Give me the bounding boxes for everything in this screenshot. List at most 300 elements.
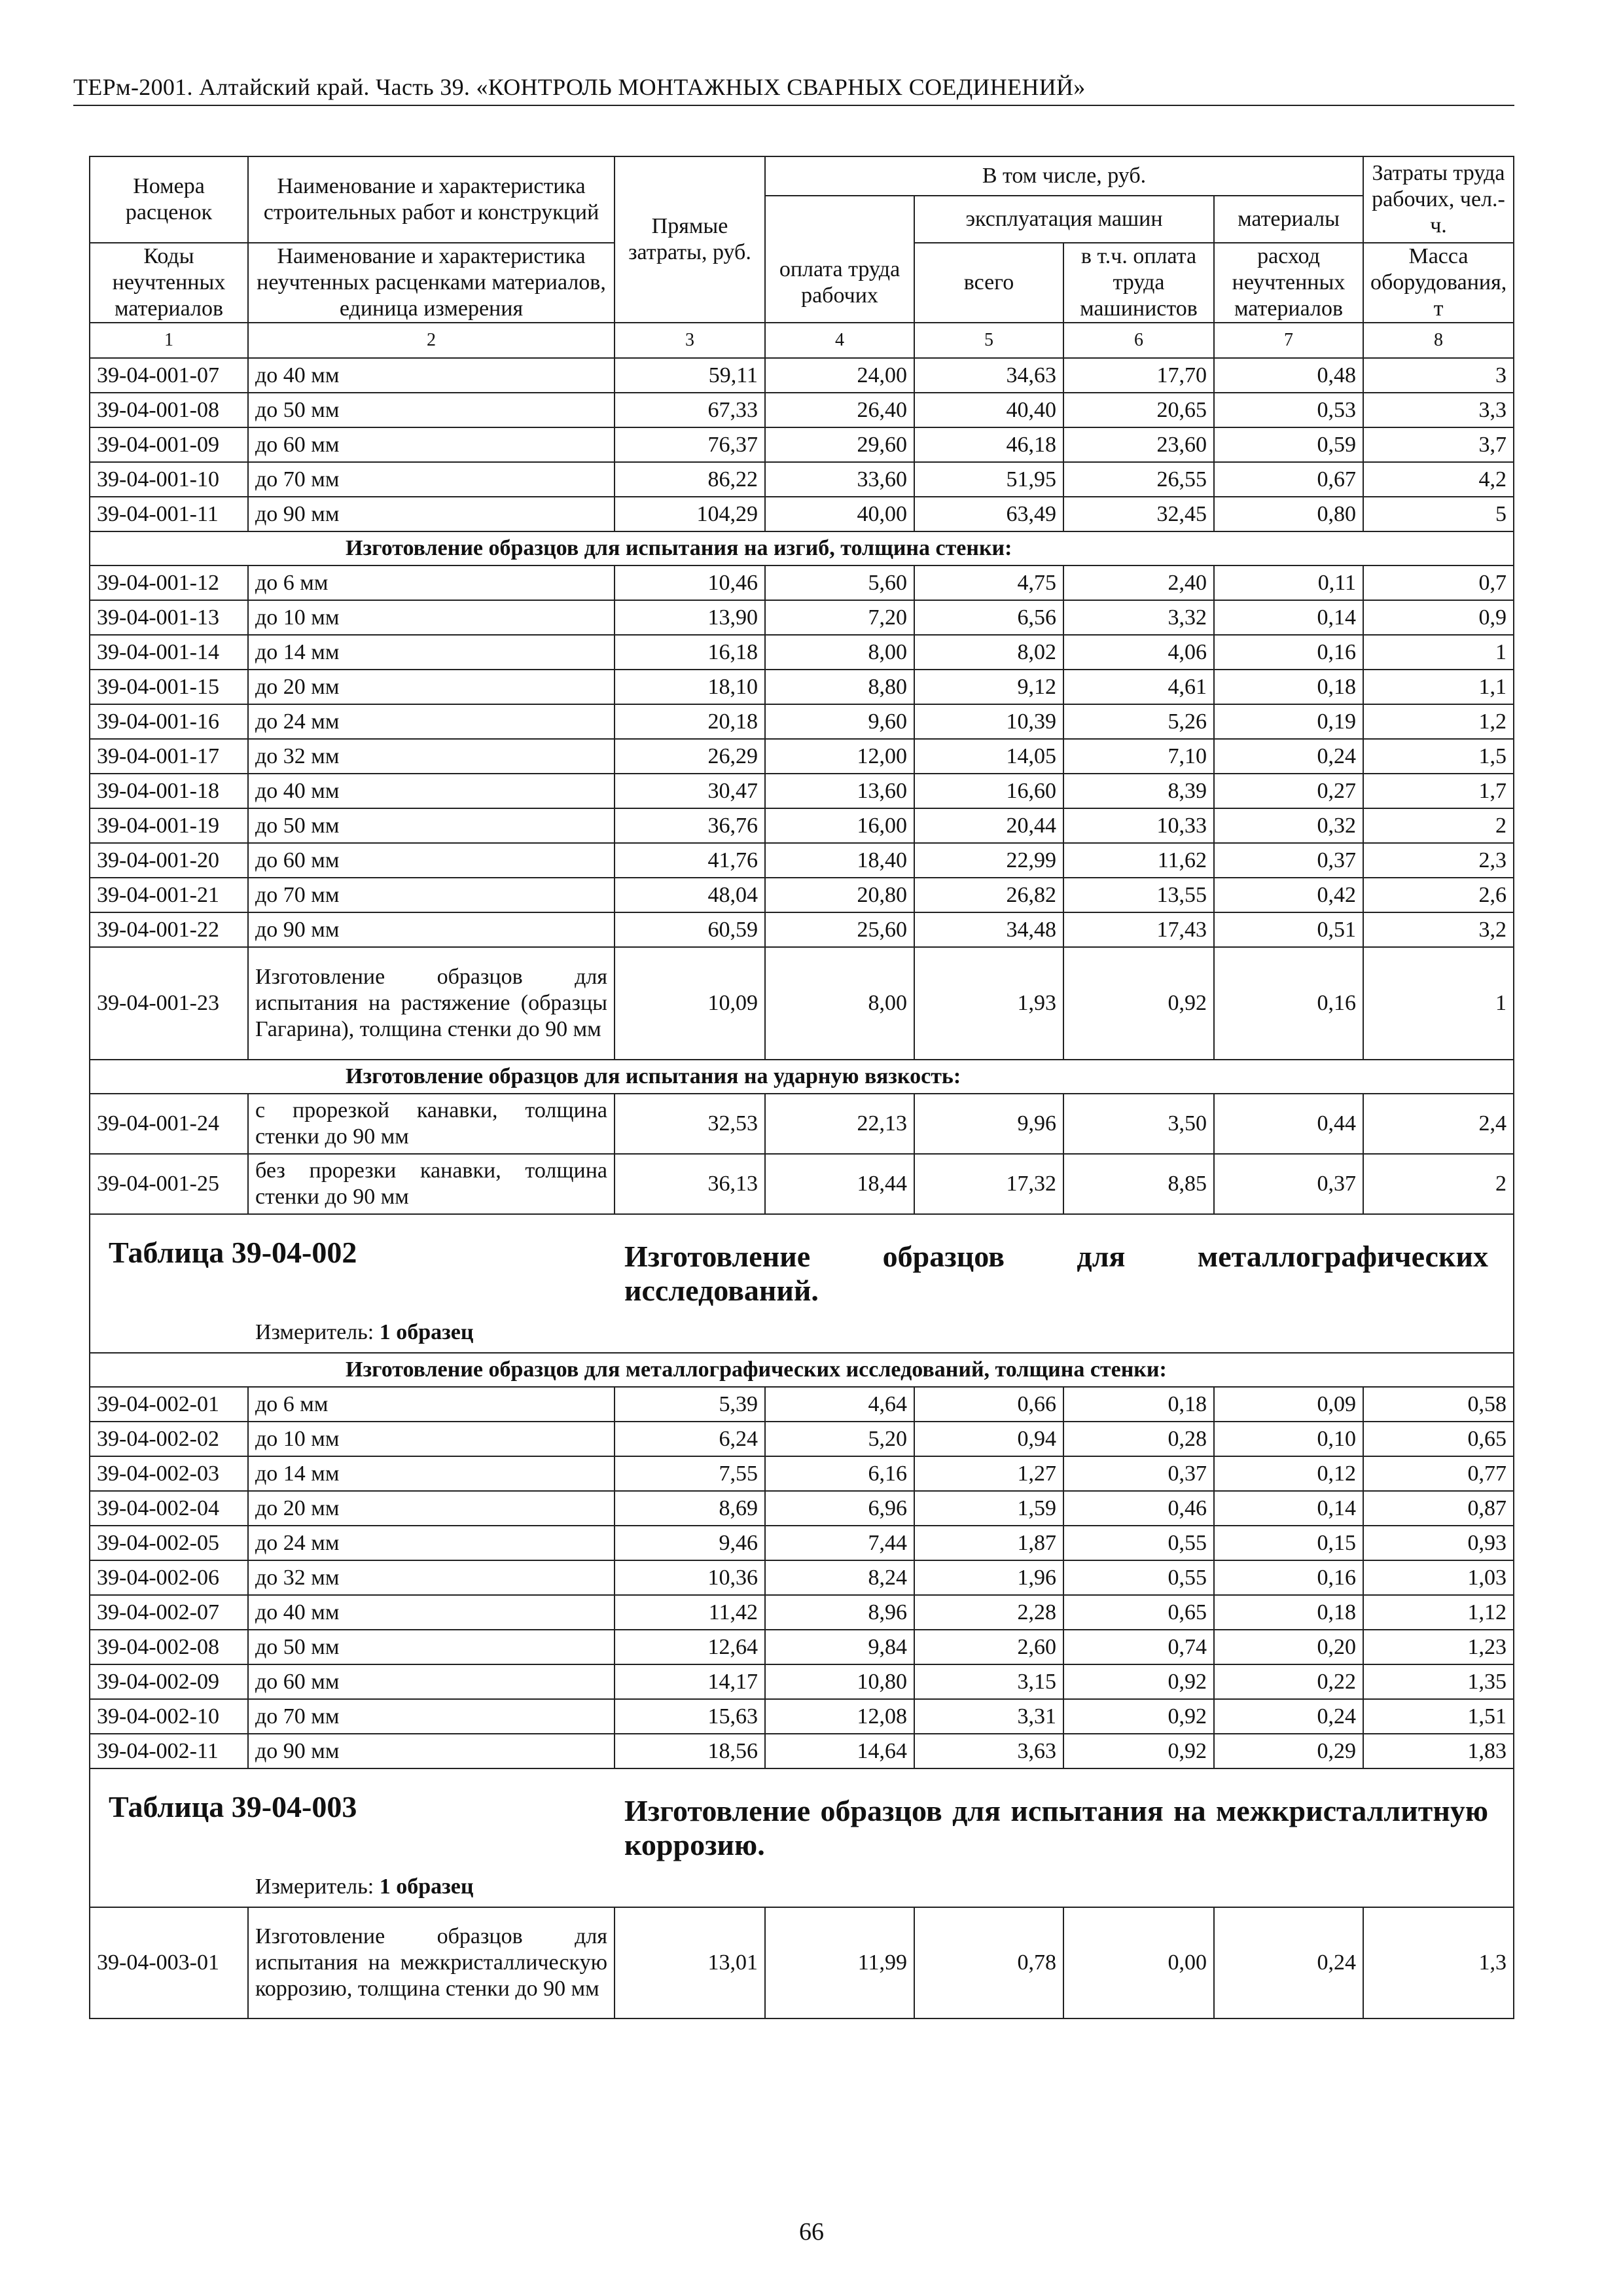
labor: 1,2	[1363, 704, 1514, 739]
header-rule	[73, 105, 1514, 106]
column-numbers-row	[90, 323, 1514, 358]
rate-code: 39-04-001-24	[90, 1094, 248, 1154]
header-direct-costs: Прямые затраты, руб.	[615, 156, 765, 323]
rate-code: 39-04-001-20	[90, 843, 248, 878]
table-003-heading	[90, 1768, 1514, 1907]
machine-total: 3,63	[914, 1734, 1063, 1768]
rate-description: до 50 мм	[248, 808, 615, 843]
rate-code: 39-04-001-17	[90, 739, 248, 774]
machine-total: 10,39	[914, 704, 1063, 739]
direct-costs: 9,46	[615, 1526, 765, 1560]
table-row	[90, 808, 1514, 843]
column-number: 3	[615, 323, 765, 358]
direct-costs: 18,56	[615, 1734, 765, 1768]
header-incl-machinist: в т.ч. оплата труда машинистов	[1063, 243, 1214, 323]
labor: 1,23	[1363, 1630, 1514, 1664]
materials: 0,19	[1214, 704, 1363, 739]
table-002-name: Изготовление образцов для металлографических исследований.	[624, 1240, 1488, 1307]
meter-value: 1 образец	[379, 1874, 474, 1899]
table-row	[90, 704, 1514, 739]
materials: 0,15	[1214, 1526, 1363, 1560]
labor: 1,12	[1363, 1595, 1514, 1630]
header-materials: материалы	[1214, 196, 1363, 243]
direct-costs: 10,46	[615, 565, 765, 600]
machine-total: 0,66	[914, 1387, 1063, 1422]
materials: 0,24	[1214, 739, 1363, 774]
labor: 2,3	[1363, 843, 1514, 878]
wages: 29,60	[765, 427, 914, 462]
rate-description: до 24 мм	[248, 704, 615, 739]
rate-description: до 70 мм	[248, 462, 615, 497]
table-row	[90, 1526, 1514, 1560]
direct-costs: 36,13	[615, 1154, 765, 1214]
table-row	[90, 1387, 1514, 1422]
section-row	[90, 1353, 1514, 1387]
section-metallography-title: Изготовление образцов для металлографических исследований, толщина стенки:	[90, 1353, 1514, 1387]
rate-description: до 40 мм	[248, 774, 615, 808]
machinist-wages: 0,55	[1063, 1526, 1214, 1560]
rate-code: 39-04-002-04	[90, 1491, 248, 1526]
table-row	[90, 774, 1514, 808]
direct-costs: 8,69	[615, 1491, 765, 1526]
wages: 16,00	[765, 808, 914, 843]
header-name: Наименование и характеристика строительных работ и конструкций	[248, 156, 615, 243]
column-number: 2	[248, 323, 615, 358]
table-002-heading-cell	[90, 1214, 1514, 1353]
rate-code: 39-04-002-02	[90, 1422, 248, 1456]
section-row	[90, 1060, 1514, 1094]
labor: 1,83	[1363, 1734, 1514, 1768]
machinist-wages: 0,55	[1063, 1560, 1214, 1595]
rate-description: до 24 мм	[248, 1526, 615, 1560]
section-impact-title: Изготовление образцов для испытания на ударную вязкость:	[90, 1060, 1514, 1094]
rate-code: 39-04-001-10	[90, 462, 248, 497]
rates-table-wrapper	[89, 156, 1513, 2019]
rate-description: до 32 мм	[248, 1560, 615, 1595]
materials: 0,27	[1214, 774, 1363, 808]
rate-code: 39-04-002-01	[90, 1387, 248, 1422]
machine-total: 2,60	[914, 1630, 1063, 1664]
column-number: 6	[1063, 323, 1214, 358]
block1-rows	[90, 358, 1514, 531]
labor: 2,6	[1363, 878, 1514, 912]
rate-description: до 90 мм	[248, 1734, 615, 1768]
header-code: Номера расценок	[90, 156, 248, 243]
table-row	[90, 1734, 1514, 1768]
rate-code: 39-04-001-16	[90, 704, 248, 739]
table-003-heading-box	[90, 1769, 1513, 1907]
materials: 0,11	[1214, 565, 1363, 600]
machine-total: 0,78	[914, 1907, 1063, 2018]
table-003-name: Изготовление образцов для испытания на межкристаллитную коррозию.	[624, 1794, 1488, 1861]
machine-total: 0,94	[914, 1422, 1063, 1456]
machinist-wages: 0,37	[1063, 1456, 1214, 1491]
header-wages-top	[765, 196, 914, 243]
rate-description: без прорезки канавки, толщина стенки до 90 мм	[248, 1154, 615, 1214]
wages: 13,60	[765, 774, 914, 808]
wages: 12,00	[765, 739, 914, 774]
rate-code: 39-04-002-06	[90, 1560, 248, 1595]
rate-description: до 90 мм	[248, 497, 615, 531]
materials: 0,09	[1214, 1387, 1363, 1422]
machine-total: 1,96	[914, 1560, 1063, 1595]
column-number: 7	[1214, 323, 1363, 358]
rate-description: до 70 мм	[248, 1699, 615, 1734]
header-row-3	[90, 243, 1514, 323]
header-total: всего	[914, 243, 1063, 323]
direct-costs: 59,11	[615, 358, 765, 393]
wages: 33,60	[765, 462, 914, 497]
machine-total: 63,49	[914, 497, 1063, 531]
rate-code: 39-04-001-18	[90, 774, 248, 808]
machinist-wages: 32,45	[1063, 497, 1214, 531]
wages: 14,64	[765, 1734, 914, 1768]
header-including: В том числе, руб.	[765, 156, 1363, 196]
labor: 1,03	[1363, 1560, 1514, 1595]
materials: 0,53	[1214, 393, 1363, 427]
direct-costs: 15,63	[615, 1699, 765, 1734]
table-row	[90, 565, 1514, 600]
machinist-wages: 23,60	[1063, 427, 1214, 462]
wages: 8,96	[765, 1595, 914, 1630]
machine-total: 4,75	[914, 565, 1063, 600]
labor: 0,65	[1363, 1422, 1514, 1456]
materials: 0,16	[1214, 635, 1363, 670]
wages: 9,60	[765, 704, 914, 739]
labor: 0,93	[1363, 1526, 1514, 1560]
rate-code: 39-04-002-11	[90, 1734, 248, 1768]
machinist-wages: 20,65	[1063, 393, 1214, 427]
materials: 0,14	[1214, 1491, 1363, 1526]
materials: 0,16	[1214, 1560, 1363, 1595]
machine-total: 1,93	[914, 947, 1063, 1060]
rate-description: до 70 мм	[248, 878, 615, 912]
table-row	[90, 1907, 1514, 2018]
direct-costs: 30,47	[615, 774, 765, 808]
machine-total: 9,96	[914, 1094, 1063, 1154]
wages: 18,40	[765, 843, 914, 878]
wages: 5,20	[765, 1422, 914, 1456]
meter-label: Измеритель:	[255, 1320, 374, 1344]
column-number: 5	[914, 323, 1063, 358]
rate-code: 39-04-003-01	[90, 1907, 248, 2018]
rate-code: 39-04-002-09	[90, 1664, 248, 1699]
rate-code: 39-04-002-07	[90, 1595, 248, 1630]
header-machine-ops: эксплуатация машин	[914, 196, 1214, 243]
labor: 0,58	[1363, 1387, 1514, 1422]
meter-value: 1 образец	[379, 1320, 474, 1344]
machinist-wages: 17,43	[1063, 912, 1214, 947]
machinist-wages: 2,40	[1063, 565, 1214, 600]
labor: 0,87	[1363, 1491, 1514, 1526]
rate-description: до 50 мм	[248, 393, 615, 427]
rate-code: 39-04-001-12	[90, 565, 248, 600]
labor: 0,9	[1363, 600, 1514, 635]
rate-description: до 20 мм	[248, 670, 615, 704]
rate-code: 39-04-001-08	[90, 393, 248, 427]
table-003-meter	[255, 1874, 473, 1900]
labor: 2,4	[1363, 1094, 1514, 1154]
machine-total: 1,87	[914, 1526, 1063, 1560]
wages: 7,44	[765, 1526, 914, 1560]
table-row	[90, 462, 1514, 497]
labor: 3	[1363, 358, 1514, 393]
rate-code: 39-04-001-13	[90, 600, 248, 635]
labor: 2	[1363, 808, 1514, 843]
table-row	[90, 358, 1514, 393]
rate-code: 39-04-001-15	[90, 670, 248, 704]
direct-costs: 86,22	[615, 462, 765, 497]
table-row	[90, 1595, 1514, 1630]
wages: 8,24	[765, 1560, 914, 1595]
materials: 0,24	[1214, 1699, 1363, 1734]
machinist-wages: 5,26	[1063, 704, 1214, 739]
materials: 0,80	[1214, 497, 1363, 531]
materials: 0,32	[1214, 808, 1363, 843]
rate-description: Изготовление образцов для испытания на растяжение (образцы Гагарина), толщина стенки до 90 мм	[248, 947, 615, 1060]
rate-description: Изготовление образцов для испытания на межкристаллическую коррозию, толщина стенки до 90 мм	[248, 1907, 615, 2018]
labor: 3,7	[1363, 427, 1514, 462]
rate-description: до 50 мм	[248, 1630, 615, 1664]
materials: 0,12	[1214, 1456, 1363, 1491]
machine-total: 20,44	[914, 808, 1063, 843]
machinist-wages: 0,28	[1063, 1422, 1214, 1456]
rate-description: до 14 мм	[248, 635, 615, 670]
labor: 1	[1363, 947, 1514, 1060]
rate-code: 39-04-001-25	[90, 1154, 248, 1214]
labor: 3,2	[1363, 912, 1514, 947]
machinist-wages: 0,18	[1063, 1387, 1214, 1422]
table-row	[90, 878, 1514, 912]
machine-total: 6,56	[914, 600, 1063, 635]
header-row-1	[90, 156, 1514, 196]
header-name-2: Наименование и характеристика неучтенных расценками материалов, единица измерения	[248, 243, 615, 323]
wages: 25,60	[765, 912, 914, 947]
machinist-wages: 8,85	[1063, 1154, 1214, 1214]
machine-total: 1,27	[914, 1456, 1063, 1491]
block2-rows	[90, 565, 1514, 947]
table-row	[90, 1699, 1514, 1734]
column-number: 8	[1363, 323, 1514, 358]
materials: 0,67	[1214, 462, 1363, 497]
section-row	[90, 531, 1514, 565]
meter-label: Измеритель:	[255, 1874, 374, 1899]
rate-code: 39-04-001-19	[90, 808, 248, 843]
wages: 12,08	[765, 1699, 914, 1734]
rate-code: 39-04-001-22	[90, 912, 248, 947]
machine-total: 8,02	[914, 635, 1063, 670]
machinist-wages: 10,33	[1063, 808, 1214, 843]
labor: 1,1	[1363, 670, 1514, 704]
machinist-wages: 0,92	[1063, 1734, 1214, 1768]
rate-code: 39-04-001-07	[90, 358, 248, 393]
labor: 1,51	[1363, 1699, 1514, 1734]
table-row	[90, 947, 1514, 1060]
machine-total: 22,99	[914, 843, 1063, 878]
table-row	[90, 600, 1514, 635]
header-unaccounted: расход неучтенных материалов	[1214, 243, 1363, 323]
machine-total: 3,15	[914, 1664, 1063, 1699]
wages: 5,60	[765, 565, 914, 600]
table-row	[90, 427, 1514, 462]
direct-costs: 60,59	[615, 912, 765, 947]
rate-code: 39-04-002-10	[90, 1699, 248, 1734]
wages: 18,44	[765, 1154, 914, 1214]
table-003-heading-cell	[90, 1768, 1514, 1907]
labor: 4,2	[1363, 462, 1514, 497]
rate-description: до 60 мм	[248, 427, 615, 462]
direct-costs: 11,42	[615, 1595, 765, 1630]
machine-total: 14,05	[914, 739, 1063, 774]
materials: 0,18	[1214, 670, 1363, 704]
wages: 24,00	[765, 358, 914, 393]
rate-description: до 6 мм	[248, 565, 615, 600]
machine-total: 51,95	[914, 462, 1063, 497]
labor: 1	[1363, 635, 1514, 670]
direct-costs: 10,09	[615, 947, 765, 1060]
header-mass: Масса оборудования, т	[1363, 243, 1514, 323]
materials: 0,59	[1214, 427, 1363, 462]
machine-total: 40,40	[914, 393, 1063, 427]
table-row	[90, 1154, 1514, 1214]
rate-description: до 60 мм	[248, 1664, 615, 1699]
wages: 11,99	[765, 1907, 914, 2018]
materials: 0,16	[1214, 947, 1363, 1060]
machinist-wages: 0,92	[1063, 1699, 1214, 1734]
wages: 7,20	[765, 600, 914, 635]
direct-costs: 104,29	[615, 497, 765, 531]
wages: 20,80	[765, 878, 914, 912]
wages: 22,13	[765, 1094, 914, 1154]
table-row	[90, 1664, 1514, 1699]
header-code-2: Коды неучтенных материалов	[90, 243, 248, 323]
rate-description: до 90 мм	[248, 912, 615, 947]
materials: 0,10	[1214, 1422, 1363, 1456]
table-row	[90, 635, 1514, 670]
labor: 1,3	[1363, 1907, 1514, 2018]
rate-description: с прорезкой канавки, толщина стенки до 90 мм	[248, 1094, 615, 1154]
materials: 0,14	[1214, 600, 1363, 635]
direct-costs: 36,76	[615, 808, 765, 843]
labor: 0,77	[1363, 1456, 1514, 1491]
machinist-wages: 17,70	[1063, 358, 1214, 393]
header-labor: Затраты труда рабочих, чел.-ч.	[1363, 156, 1514, 243]
wages: 26,40	[765, 393, 914, 427]
labor: 0,7	[1363, 565, 1514, 600]
table-row	[90, 739, 1514, 774]
table-row	[90, 670, 1514, 704]
machine-total: 17,32	[914, 1154, 1063, 1214]
labor: 1,7	[1363, 774, 1514, 808]
direct-costs: 32,53	[615, 1094, 765, 1154]
wages: 8,00	[765, 635, 914, 670]
rate-code: 39-04-001-09	[90, 427, 248, 462]
machine-total: 34,48	[914, 912, 1063, 947]
machine-total: 46,18	[914, 427, 1063, 462]
machine-total: 1,59	[914, 1491, 1063, 1526]
machinist-wages: 13,55	[1063, 878, 1214, 912]
machine-total: 26,82	[914, 878, 1063, 912]
rate-code: 39-04-002-03	[90, 1456, 248, 1491]
machinist-wages: 0,00	[1063, 1907, 1214, 2018]
table-row	[90, 1456, 1514, 1491]
materials: 0,48	[1214, 358, 1363, 393]
rate-code: 39-04-002-05	[90, 1526, 248, 1560]
machine-total: 2,28	[914, 1595, 1063, 1630]
materials: 0,22	[1214, 1664, 1363, 1699]
machinist-wages: 4,61	[1063, 670, 1214, 704]
running-head: ТЕРм-2001. Алтайский край. Часть 39. «КОНТРОЛЬ МОНТАЖНЫХ СВАРНЫХ СОЕДИНЕНИЙ»	[73, 74, 1086, 100]
machinist-wages: 0,46	[1063, 1491, 1214, 1526]
rate-code: 39-04-001-11	[90, 497, 248, 531]
direct-costs: 18,10	[615, 670, 765, 704]
header-wages: оплата труда рабочих	[765, 243, 914, 323]
machine-total: 3,31	[914, 1699, 1063, 1734]
machinist-wages: 0,92	[1063, 947, 1214, 1060]
table-002-heading-box	[90, 1215, 1513, 1352]
labor: 1,5	[1363, 739, 1514, 774]
wages: 6,96	[765, 1491, 914, 1526]
labor: 3,3	[1363, 393, 1514, 427]
table-row	[90, 393, 1514, 427]
machine-total: 16,60	[914, 774, 1063, 808]
table-row	[90, 1560, 1514, 1595]
machine-total: 34,63	[914, 358, 1063, 393]
materials: 0,37	[1214, 843, 1363, 878]
rates-table	[89, 156, 1514, 2019]
direct-costs: 14,17	[615, 1664, 765, 1699]
rate-description: до 40 мм	[248, 358, 615, 393]
rate-code: 39-04-002-08	[90, 1630, 248, 1664]
materials: 0,20	[1214, 1630, 1363, 1664]
labor: 2	[1363, 1154, 1514, 1214]
rate-code: 39-04-001-14	[90, 635, 248, 670]
machinist-wages: 0,74	[1063, 1630, 1214, 1664]
wages: 6,16	[765, 1456, 914, 1491]
machinist-wages: 26,55	[1063, 462, 1214, 497]
table-row	[90, 1094, 1514, 1154]
machinist-wages: 11,62	[1063, 843, 1214, 878]
direct-costs: 12,64	[615, 1630, 765, 1664]
table-002-rows	[90, 1387, 1514, 1768]
machinist-wages: 7,10	[1063, 739, 1214, 774]
machinist-wages: 3,32	[1063, 600, 1214, 635]
column-number: 4	[765, 323, 914, 358]
table-row	[90, 843, 1514, 878]
rate-description: до 6 мм	[248, 1387, 615, 1422]
materials: 0,24	[1214, 1907, 1363, 2018]
labor: 1,35	[1363, 1664, 1514, 1699]
machinist-wages: 0,65	[1063, 1595, 1214, 1630]
materials: 0,37	[1214, 1154, 1363, 1214]
direct-costs: 76,37	[615, 427, 765, 462]
materials: 0,18	[1214, 1595, 1363, 1630]
direct-costs: 67,33	[615, 393, 765, 427]
materials: 0,44	[1214, 1094, 1363, 1154]
materials: 0,51	[1214, 912, 1363, 947]
direct-costs: 13,90	[615, 600, 765, 635]
rate-code: 39-04-001-21	[90, 878, 248, 912]
table-003-title: Таблица 39-04-003	[109, 1790, 357, 1823]
machine-total: 9,12	[914, 670, 1063, 704]
table-row	[90, 912, 1514, 947]
table-002-title: Таблица 39-04-002	[109, 1236, 357, 1269]
labor: 5	[1363, 497, 1514, 531]
section-bend-title: Изготовление образцов для испытания на изгиб, толщина стенки:	[90, 531, 1514, 565]
materials: 0,29	[1214, 1734, 1363, 1768]
column-number: 1	[90, 323, 248, 358]
table-002-heading	[90, 1214, 1514, 1353]
